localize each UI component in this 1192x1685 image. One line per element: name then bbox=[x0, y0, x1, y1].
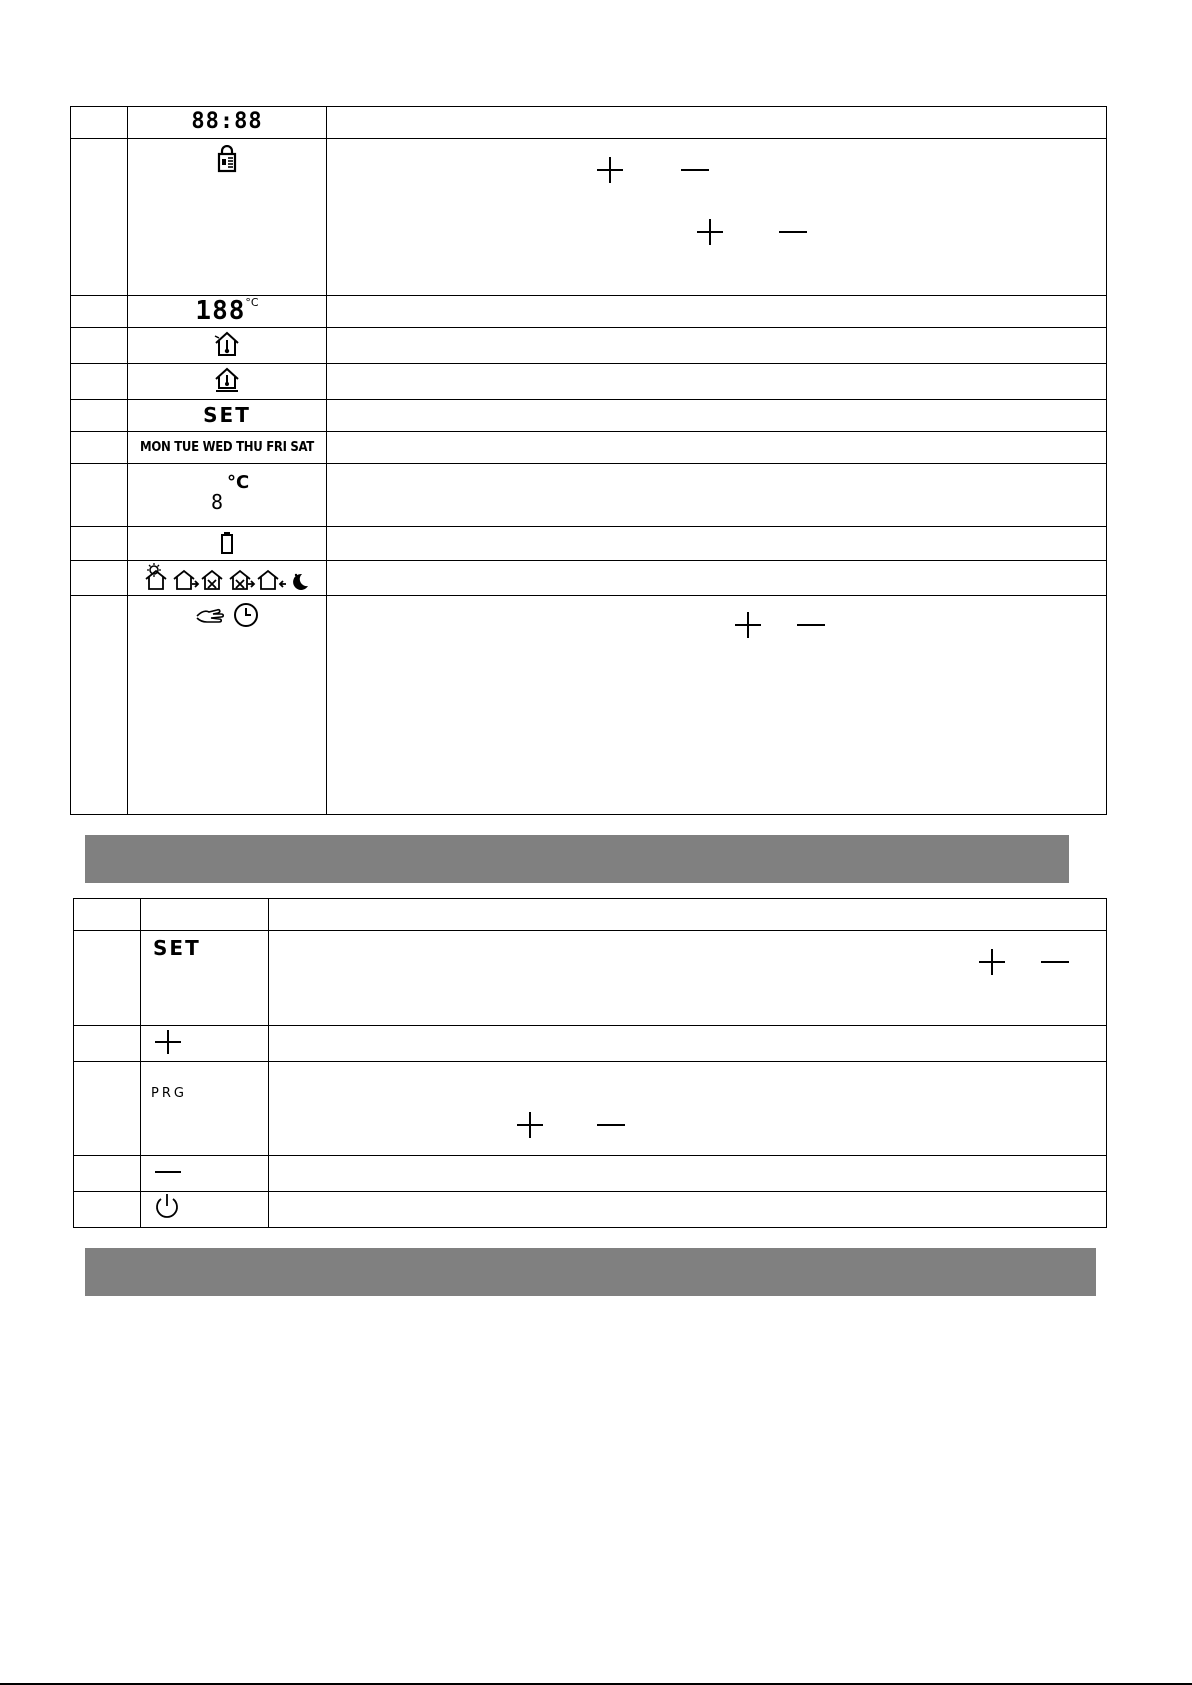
table-row bbox=[71, 596, 1107, 815]
row-description bbox=[327, 464, 1107, 527]
temperature-digits-icon: 188 bbox=[195, 296, 246, 326]
table-row bbox=[71, 296, 1107, 328]
plus-icon bbox=[977, 947, 1007, 977]
weekday-labels: MON TUE WED THU FRI SAT bbox=[140, 440, 314, 455]
sun-icon bbox=[147, 563, 161, 577]
prg-button[interactable]: PRG bbox=[151, 1086, 187, 1101]
icon-cell bbox=[141, 1192, 269, 1228]
row-number bbox=[74, 1156, 141, 1192]
table-row bbox=[74, 931, 1107, 1026]
house-away-icon bbox=[202, 571, 222, 589]
section-header-band bbox=[85, 835, 1069, 883]
table-row bbox=[74, 1192, 1107, 1228]
row-number bbox=[71, 596, 128, 815]
icon-cell bbox=[128, 107, 327, 139]
icon-cell bbox=[141, 931, 269, 1026]
row-description bbox=[269, 1156, 1107, 1192]
table-row bbox=[71, 527, 1107, 561]
floor-temperature-house-icon bbox=[213, 366, 241, 394]
row-description bbox=[327, 527, 1107, 561]
row-number bbox=[71, 139, 128, 296]
plus-icon bbox=[595, 155, 625, 185]
icon-cell bbox=[128, 400, 327, 432]
icon-cell bbox=[141, 1026, 269, 1062]
row-description bbox=[327, 400, 1107, 432]
room-temperature-house-icon bbox=[213, 330, 241, 358]
row-number bbox=[74, 1192, 141, 1228]
row-description bbox=[269, 1026, 1107, 1062]
table-row bbox=[71, 464, 1107, 527]
set-button[interactable]: SET bbox=[153, 936, 201, 960]
lock-icon bbox=[217, 145, 237, 173]
row-description bbox=[327, 596, 1107, 815]
house-away2-icon bbox=[230, 571, 250, 589]
row-description bbox=[327, 107, 1107, 139]
table-header-row bbox=[74, 899, 1107, 931]
house-leave-icon bbox=[174, 571, 194, 589]
row-description bbox=[269, 1062, 1107, 1156]
row-number bbox=[71, 464, 128, 527]
clock-program-icon bbox=[233, 602, 259, 628]
row-description bbox=[269, 931, 1107, 1026]
row-description bbox=[327, 364, 1107, 400]
row-number bbox=[74, 931, 141, 1026]
celsius-unit: °C bbox=[227, 472, 250, 493]
table-row bbox=[74, 1062, 1107, 1156]
period-mode-icons bbox=[142, 562, 312, 590]
row-number bbox=[74, 1062, 141, 1156]
row-number bbox=[71, 107, 128, 139]
icon-cell bbox=[128, 296, 327, 328]
row-description bbox=[327, 561, 1107, 596]
small-temperature-icon bbox=[197, 464, 257, 520]
moon-icon bbox=[293, 574, 308, 590]
row-number bbox=[71, 328, 128, 364]
icon-cell bbox=[128, 139, 327, 296]
minus-icon bbox=[679, 155, 711, 185]
lcd-symbols-table bbox=[70, 106, 1107, 815]
row-description bbox=[269, 1192, 1107, 1228]
table-row bbox=[71, 364, 1107, 400]
manual-hand-icon bbox=[195, 604, 225, 628]
icon-cell bbox=[128, 596, 327, 815]
row-number bbox=[71, 561, 128, 596]
power-button[interactable] bbox=[153, 1192, 181, 1222]
table-row bbox=[71, 432, 1107, 464]
battery-icon bbox=[220, 531, 234, 555]
celsius-unit: °C bbox=[245, 296, 259, 309]
table-row bbox=[71, 107, 1107, 139]
row-description bbox=[327, 296, 1107, 328]
minus-icon bbox=[795, 610, 827, 640]
row-number bbox=[71, 400, 128, 432]
house-return-icon bbox=[258, 571, 278, 589]
minus-icon bbox=[1039, 947, 1071, 977]
icon-cell bbox=[141, 1062, 269, 1156]
icon-cell bbox=[128, 364, 327, 400]
row-number bbox=[71, 296, 128, 328]
icon-cell bbox=[128, 464, 327, 527]
header-description bbox=[269, 899, 1107, 931]
section-header-band bbox=[85, 1248, 1096, 1296]
digit-segment: 8 bbox=[211, 490, 224, 514]
plus-icon bbox=[515, 1110, 545, 1140]
row-description bbox=[327, 328, 1107, 364]
plus-icon bbox=[695, 217, 725, 247]
row-number bbox=[74, 1026, 141, 1062]
table-row bbox=[74, 1026, 1107, 1062]
header-number bbox=[74, 899, 141, 931]
row-description bbox=[327, 432, 1107, 464]
icon-cell bbox=[128, 561, 327, 596]
row-description bbox=[327, 139, 1107, 296]
minus-icon bbox=[777, 217, 809, 247]
minus-button[interactable] bbox=[153, 1158, 183, 1186]
buttons-table bbox=[73, 898, 1107, 1228]
icon-cell bbox=[141, 1156, 269, 1192]
plus-button[interactable] bbox=[153, 1028, 183, 1056]
row-number bbox=[71, 527, 128, 561]
row-number bbox=[71, 364, 128, 400]
header-icon bbox=[141, 899, 269, 931]
table-row bbox=[71, 328, 1107, 364]
table-row bbox=[71, 561, 1107, 596]
clock-digits-icon: 88:88 bbox=[191, 109, 263, 134]
set-label: SET bbox=[203, 403, 251, 427]
icon-cell bbox=[128, 527, 327, 561]
plus-icon bbox=[733, 610, 763, 640]
table-row bbox=[74, 1156, 1107, 1192]
table-row bbox=[71, 139, 1107, 296]
row-number bbox=[71, 432, 128, 464]
icon-cell bbox=[128, 328, 327, 364]
icon-cell bbox=[128, 432, 327, 464]
table-row bbox=[71, 400, 1107, 432]
minus-icon bbox=[595, 1110, 627, 1140]
